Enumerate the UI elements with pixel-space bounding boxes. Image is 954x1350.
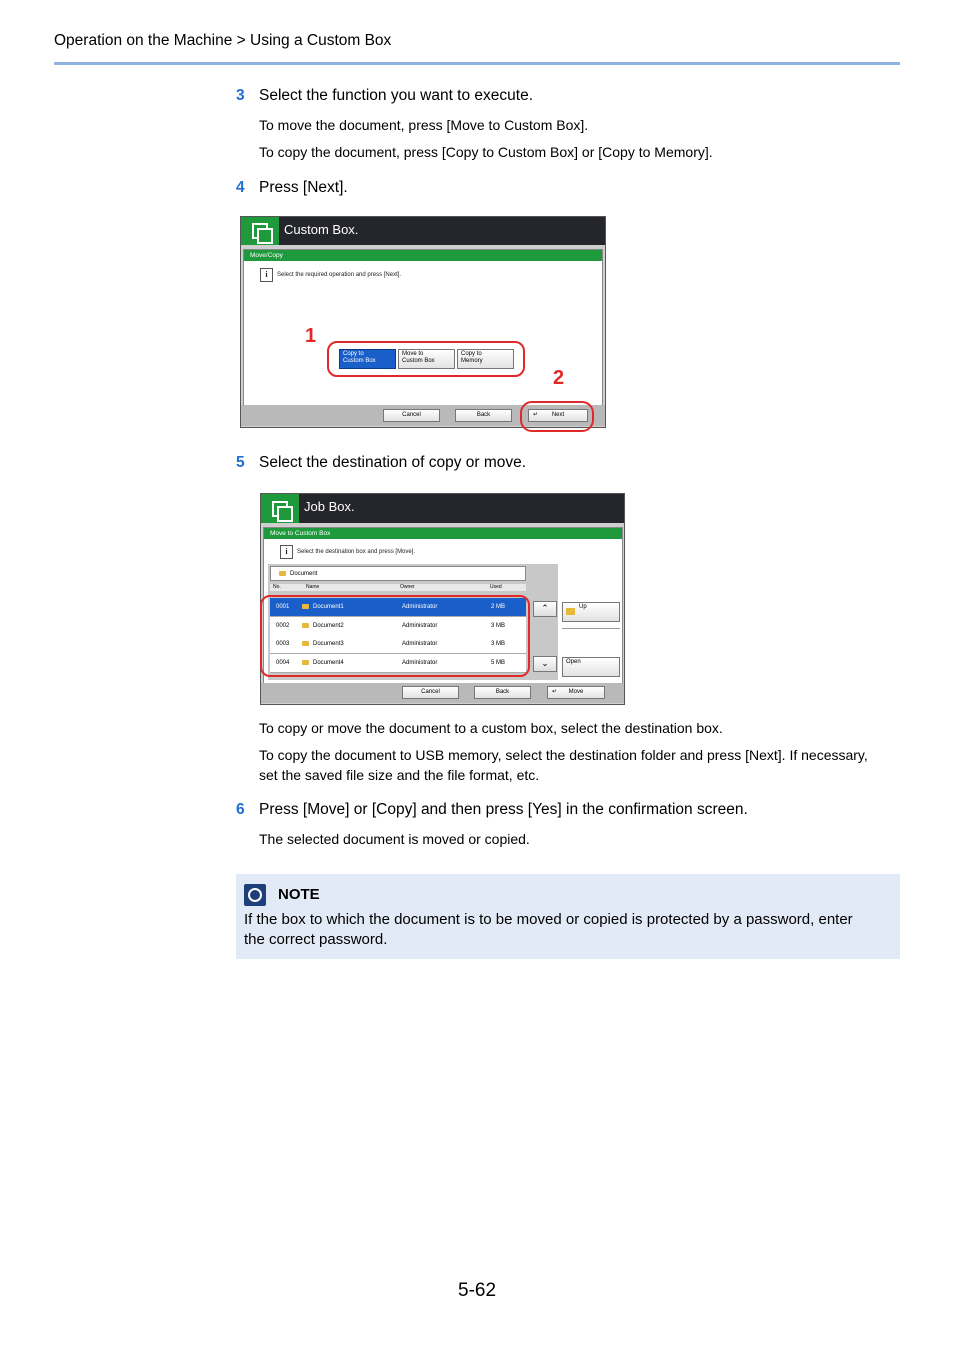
step-5-title: Select the destination of copy or move.	[259, 454, 527, 471]
note-box	[236, 874, 900, 959]
up-button[interactable]: Up	[562, 602, 620, 622]
step-3-title: Select the function you want to execute.	[259, 87, 534, 104]
step-5-line-3: set the saved file size and the file format, etc.	[259, 767, 540, 783]
step-6-line-1: The selected document is moved or copied.	[259, 831, 530, 847]
callout-1: 1	[305, 325, 317, 347]
move-copy-panel	[243, 249, 603, 407]
box-app-icon	[261, 494, 299, 523]
next-button[interactable]: ↵ Next	[528, 409, 588, 422]
table-row[interactable]: 0001 Document1 Administrator 2 MB	[270, 598, 526, 617]
folder-icon	[279, 571, 286, 576]
note-title: NOTE	[278, 886, 320, 903]
note-icon	[244, 884, 266, 906]
column-no[interactable]: No.	[273, 584, 281, 590]
breadcrumb: Operation on the Machine > Using a Custom Box	[54, 32, 392, 49]
info-message	[280, 545, 415, 559]
screen-title: Job Box.	[304, 499, 355, 514]
step-6-title: Press [Move] or [Copy] and then press [Yes] in the confirmation screen.	[259, 801, 748, 818]
cancel-button[interactable]: Cancel	[402, 686, 459, 699]
current-path: Document	[270, 566, 526, 581]
table-row[interactable]: 0002 Document2 Administrator 3 MB	[270, 617, 526, 636]
scroll-down-button[interactable]	[533, 656, 557, 672]
info-text: Select the destination box and press [Move].	[297, 549, 416, 555]
table-row[interactable]: 0003 Document3 Administrator 3 MB	[270, 635, 526, 654]
info-icon: i	[280, 545, 293, 559]
chevron-up-icon: ⌃	[541, 603, 549, 613]
step-5-line-1: To copy or move the document to a custom box, select the destination box.	[259, 720, 723, 736]
cancel-button[interactable]: Cancel	[383, 409, 440, 422]
callout-2: 2	[553, 367, 565, 389]
step-3-number: 3	[236, 87, 245, 104]
screen-footer	[261, 683, 624, 703]
enter-icon: ↵	[552, 689, 558, 695]
step-3-line-1: To move the document, press [Move to Custom Box].	[259, 117, 589, 133]
step-6-number: 6	[236, 801, 245, 818]
open-button[interactable]: Open	[562, 657, 620, 677]
box-app-icon	[241, 217, 279, 245]
table-header	[270, 584, 526, 591]
column-owner[interactable]: Owner	[400, 584, 415, 590]
info-text: Select the required operation and press [Next].	[277, 272, 402, 278]
info-message	[260, 268, 401, 282]
panel-title: Move/Copy	[244, 250, 602, 261]
back-button[interactable]: Back	[474, 686, 531, 699]
screen-title: Custom Box.	[284, 222, 359, 237]
folder-up-icon	[566, 608, 575, 615]
table-row[interactable]: 0004 Document4 Administrator 5 MB	[270, 654, 526, 673]
step-3-line-2: To copy the document, press [Copy to Custom Box] or [Copy to Memory].	[259, 144, 713, 160]
column-name[interactable]: Name	[306, 584, 320, 590]
custom-box-screen	[240, 216, 606, 428]
back-button[interactable]: Back	[455, 409, 512, 422]
panel-title: Move to Custom Box	[264, 528, 622, 539]
job-box-screen	[260, 493, 625, 705]
step-4-title: Press [Next].	[259, 179, 348, 196]
note-text: If the box to which the document is to be moved or copied is protected by a password, enter the correct password.	[244, 911, 853, 948]
info-icon: i	[260, 268, 273, 282]
scroll-up-button[interactable]	[533, 601, 557, 617]
enter-icon: ↵	[533, 412, 539, 418]
step-5-number: 5	[236, 454, 245, 471]
side-divider	[562, 628, 620, 629]
step-5-line-2: To copy the document to USB memory, select the destination folder and press [Next]. If necessary,	[259, 747, 868, 763]
header-rule	[54, 62, 900, 65]
chevron-down-icon: ⌄	[541, 658, 549, 668]
copy-to-memory-button[interactable]: Copy to Memory	[457, 349, 514, 369]
copy-to-custom-box-button[interactable]: Copy to Custom Box	[339, 349, 396, 369]
screen-titlebar	[261, 494, 624, 523]
step-4-number: 4	[236, 179, 245, 196]
move-button[interactable]: ↵ Move	[547, 686, 605, 699]
screen-titlebar	[241, 217, 605, 245]
highlight-next	[520, 401, 594, 432]
page-number: 5-62	[458, 1280, 497, 1301]
highlight-options	[327, 341, 525, 377]
move-to-custom-box-button[interactable]: Move to Custom Box	[398, 349, 455, 369]
highlight-destination-list	[260, 595, 530, 677]
column-used[interactable]: Used	[490, 584, 502, 590]
